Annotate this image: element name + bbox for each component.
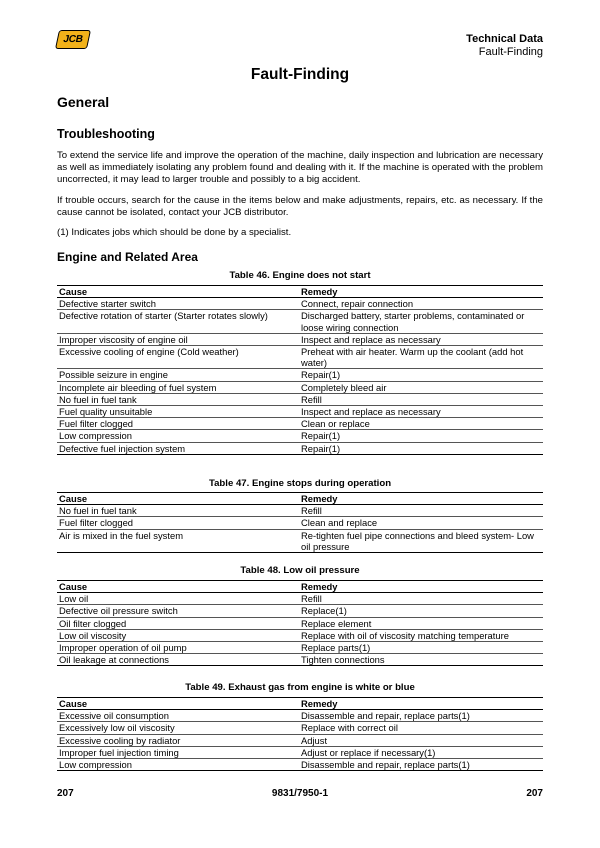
cause-cell: Fuel quality unsuitable bbox=[57, 406, 299, 418]
column-header-cause: Cause bbox=[57, 286, 299, 298]
cause-cell: Low compression bbox=[57, 759, 299, 771]
remedy-cell: Repair(1) bbox=[299, 430, 543, 442]
page-number-right: 207 bbox=[526, 788, 543, 799]
general-heading: General bbox=[57, 94, 110, 110]
cause-cell: Low oil bbox=[57, 593, 299, 605]
cause-cell: Defective oil pressure switch bbox=[57, 605, 299, 617]
cause-cell: Air is mixed in the fuel system bbox=[57, 529, 299, 552]
cause-cell: Low oil viscosity bbox=[57, 629, 299, 641]
cause-cell: No fuel in fuel tank bbox=[57, 393, 299, 405]
table-row bbox=[57, 722, 543, 734]
remedy-cell: Adjust or replace if necessary(1) bbox=[299, 746, 543, 758]
remedy-cell: Replace with oil of viscosity matching temperature bbox=[299, 629, 543, 641]
column-header-remedy: Remedy bbox=[299, 698, 543, 710]
header-subsection: Fault-Finding bbox=[478, 46, 543, 58]
remedy-cell: Repair(1) bbox=[299, 369, 543, 381]
table-row bbox=[57, 642, 543, 654]
fault-table bbox=[57, 285, 543, 455]
remedy-cell: Adjust bbox=[299, 734, 543, 746]
remedy-cell: Inspect and replace as necessary bbox=[299, 406, 543, 418]
cause-cell: Oil filter clogged bbox=[57, 617, 299, 629]
table-caption: Table 46. Engine does not start bbox=[229, 270, 371, 281]
document-number: 9831/7950-1 bbox=[271, 788, 329, 799]
table-row bbox=[57, 746, 543, 758]
page-title: Fault-Finding bbox=[250, 66, 350, 83]
table-row bbox=[57, 734, 543, 746]
remedy-cell: Refill bbox=[299, 393, 543, 405]
fault-table bbox=[57, 580, 543, 666]
running-header bbox=[466, 33, 543, 59]
table-row bbox=[57, 442, 543, 454]
table-row bbox=[57, 430, 543, 442]
table-row bbox=[57, 298, 543, 310]
cause-cell: Low compression bbox=[57, 430, 299, 442]
column-header-cause: Cause bbox=[57, 698, 299, 710]
cause-cell: Oil leakage at connections bbox=[57, 654, 299, 666]
header-section: Technical Data bbox=[466, 33, 543, 45]
cause-cell: Improper viscosity of engine oil bbox=[57, 333, 299, 345]
cause-cell: Excessive cooling by radiator bbox=[57, 734, 299, 746]
table-row bbox=[57, 710, 543, 722]
remedy-cell: Replace with correct oil bbox=[299, 722, 543, 734]
remedy-cell: Preheat with air heater. Warm up the coolant (add hot water) bbox=[299, 346, 543, 369]
column-header-remedy: Remedy bbox=[299, 493, 543, 505]
remedy-cell: Disassemble and repair, replace parts(1) bbox=[299, 759, 543, 771]
table-caption: Table 48. Low oil pressure bbox=[240, 565, 360, 576]
logo-text: JCB bbox=[62, 34, 84, 45]
remedy-cell: Replace parts(1) bbox=[299, 642, 543, 654]
table-row bbox=[57, 593, 543, 605]
remedy-cell: Refill bbox=[299, 593, 543, 605]
remedy-cell: Refill bbox=[299, 505, 543, 517]
column-header-cause: Cause bbox=[57, 493, 299, 505]
table-row bbox=[57, 759, 543, 771]
remedy-cell: Inspect and replace as necessary bbox=[299, 333, 543, 345]
page-number-left: 207 bbox=[57, 788, 74, 799]
table-row bbox=[57, 333, 543, 345]
fault-table bbox=[57, 697, 543, 771]
remedy-cell: Completely bleed air bbox=[299, 381, 543, 393]
remedy-cell: Connect, repair connection bbox=[299, 298, 543, 310]
table-row bbox=[57, 654, 543, 666]
table-row bbox=[57, 629, 543, 641]
cause-cell: Fuel filter clogged bbox=[57, 517, 299, 529]
table-row bbox=[57, 346, 543, 369]
cause-cell: Improper fuel injection timing bbox=[57, 746, 299, 758]
cause-cell: Incomplete air bleeding of fuel system bbox=[57, 381, 299, 393]
cause-cell: Possible seizure in engine bbox=[57, 369, 299, 381]
column-header-cause: Cause bbox=[57, 581, 299, 593]
remedy-cell: Replace element bbox=[299, 617, 543, 629]
table-caption: Table 47. Engine stops during operation bbox=[208, 478, 392, 489]
table-row bbox=[57, 529, 543, 552]
table-caption: Table 49. Exhaust gas from engine is white or blue bbox=[185, 682, 415, 693]
troubleshooting-heading: Troubleshooting bbox=[57, 127, 155, 141]
jcb-logo bbox=[55, 30, 91, 49]
table-row bbox=[57, 505, 543, 517]
column-header-remedy: Remedy bbox=[299, 286, 543, 298]
table-row bbox=[57, 617, 543, 629]
remedy-cell: Clean or replace bbox=[299, 418, 543, 430]
cause-cell: Fuel filter clogged bbox=[57, 418, 299, 430]
table-row bbox=[57, 418, 543, 430]
table-row bbox=[57, 393, 543, 405]
cause-cell: Excessively low oil viscosity bbox=[57, 722, 299, 734]
table-row bbox=[57, 406, 543, 418]
engine-heading: Engine and Related Area bbox=[57, 250, 198, 264]
cause-cell: Defective starter switch bbox=[57, 298, 299, 310]
remedy-cell: Replace(1) bbox=[299, 605, 543, 617]
table-row bbox=[57, 310, 543, 333]
remedy-cell: Re-tighten fuel pipe connections and bleed system- Low oil pressure bbox=[299, 529, 543, 552]
cause-cell: Excessive oil consumption bbox=[57, 710, 299, 722]
table-row bbox=[57, 605, 543, 617]
remedy-cell: Clean and replace bbox=[299, 517, 543, 529]
cause-cell: Defective fuel injection system bbox=[57, 442, 299, 454]
cause-cell: Improper operation of oil pump bbox=[57, 642, 299, 654]
trouble-paragraph: If trouble occurs, search for the cause in the items below and make adjustments, repairs, etc. as necessary. If the cause cannot be isolated, contact your JCB distributor. bbox=[57, 195, 543, 218]
intro-paragraph: To extend the service life and improve the operation of the machine, daily inspection and lubrication are necessary as well as immediately isolating any problem found and dealing with it. If the machine is operated with the problem uncorrected, it may lead to larger trouble and possibly to a big accident. bbox=[57, 150, 543, 185]
table-row bbox=[57, 381, 543, 393]
remedy-cell: Repair(1) bbox=[299, 442, 543, 454]
remedy-cell: Tighten connections bbox=[299, 654, 543, 666]
remedy-cell: Discharged battery, starter problems, contaminated or loose wiring connection bbox=[299, 310, 543, 333]
cause-cell: Excessive cooling of engine (Cold weather) bbox=[57, 346, 299, 369]
cause-cell: No fuel in fuel tank bbox=[57, 505, 299, 517]
remedy-cell: Disassemble and repair, replace parts(1) bbox=[299, 710, 543, 722]
fault-table bbox=[57, 492, 543, 553]
column-header-remedy: Remedy bbox=[299, 581, 543, 593]
cause-cell: Defective rotation of starter (Starter rotates slowly) bbox=[57, 310, 299, 333]
specialist-note: (1) Indicates jobs which should be done by a specialist. bbox=[57, 227, 292, 238]
table-row bbox=[57, 517, 543, 529]
table-row bbox=[57, 369, 543, 381]
